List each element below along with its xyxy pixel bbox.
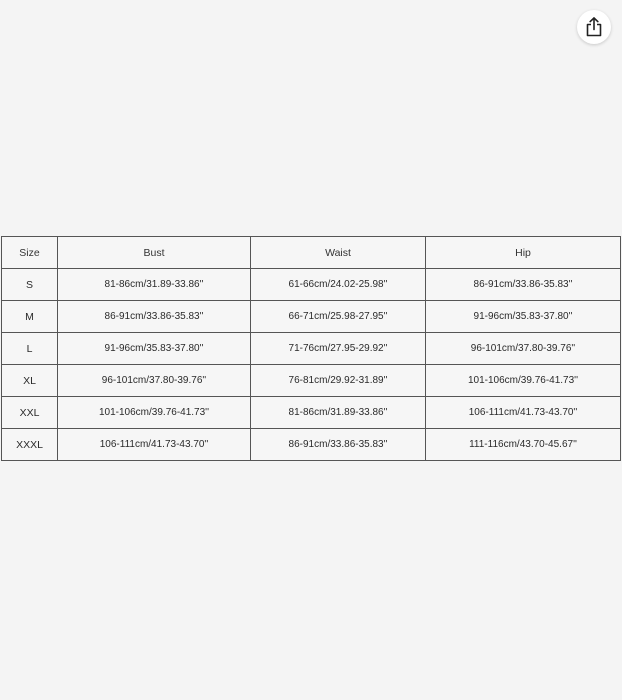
header-bust: Bust xyxy=(58,237,251,269)
size-cell: L xyxy=(2,333,58,365)
bust-cell: 96-101cm/37.80-39.76'' xyxy=(58,365,251,397)
size-cell: XXXL xyxy=(2,429,58,461)
hip-cell: 91-96cm/35.83-37.80'' xyxy=(426,301,621,333)
share-button[interactable] xyxy=(577,10,611,44)
table-row xyxy=(2,365,621,397)
size-chart-table xyxy=(1,236,621,461)
waist-cell: 61-66cm/24.02-25.98'' xyxy=(251,269,426,301)
bust-cell: 91-96cm/35.83-37.80'' xyxy=(58,333,251,365)
bust-cell: 81-86cm/31.89-33.86'' xyxy=(58,269,251,301)
table-row xyxy=(2,269,621,301)
table-row xyxy=(2,333,621,365)
table-row xyxy=(2,301,621,333)
hip-cell: 111-116cm/43.70-45.67'' xyxy=(426,429,621,461)
header-size: Size xyxy=(2,237,58,269)
share-icon xyxy=(585,17,603,37)
hip-cell: 96-101cm/37.80-39.76'' xyxy=(426,333,621,365)
waist-cell: 81-86cm/31.89-33.86'' xyxy=(251,397,426,429)
bust-cell: 86-91cm/33.86-35.83'' xyxy=(58,301,251,333)
bust-cell: 101-106cm/39.76-41.73'' xyxy=(58,397,251,429)
hip-cell: 86-91cm/33.86-35.83'' xyxy=(426,269,621,301)
header-hip: Hip xyxy=(426,237,621,269)
waist-cell: 86-91cm/33.86-35.83'' xyxy=(251,429,426,461)
waist-cell: 71-76cm/27.95-29.92'' xyxy=(251,333,426,365)
size-cell: XL xyxy=(2,365,58,397)
header-waist: Waist xyxy=(251,237,426,269)
bust-cell: 106-111cm/41.73-43.70'' xyxy=(58,429,251,461)
hip-cell: 101-106cm/39.76-41.73'' xyxy=(426,365,621,397)
waist-cell: 76-81cm/29.92-31.89'' xyxy=(251,365,426,397)
hip-cell: 106-111cm/41.73-43.70'' xyxy=(426,397,621,429)
size-cell: M xyxy=(2,301,58,333)
table-header-row xyxy=(2,237,621,269)
waist-cell: 66-71cm/25.98-27.95'' xyxy=(251,301,426,333)
table-row xyxy=(2,397,621,429)
size-cell: XXL xyxy=(2,397,58,429)
size-cell: S xyxy=(2,269,58,301)
table-row xyxy=(2,429,621,461)
